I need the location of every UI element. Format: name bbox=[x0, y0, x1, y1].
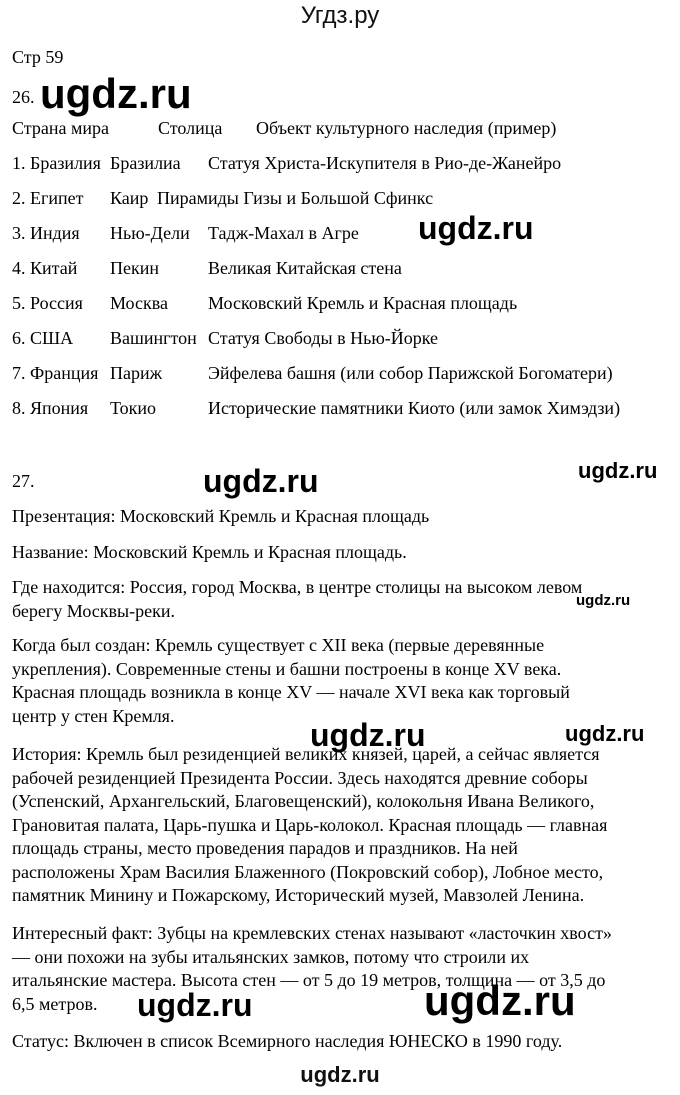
presentation-title: Презентация: Московский Кремль и Красная площадь bbox=[12, 506, 430, 526]
col-header-capital: Столица bbox=[158, 118, 223, 138]
cell-capital: Нью-Дели bbox=[110, 223, 190, 243]
cell-object: Исторические памятники Киото (или замок Химэдзи) bbox=[208, 398, 621, 418]
cell-capital: Москва bbox=[110, 293, 168, 313]
col-header-object: Объект культурного наследия (пример) bbox=[256, 118, 557, 138]
cell-country: 8. Япония bbox=[12, 398, 89, 418]
cell-object: Эйфелева башня (или собор Парижской Богоматери) bbox=[208, 363, 613, 383]
paragraph-line: — они похожи на зубы итальянских замков, потому что строили их bbox=[12, 946, 530, 967]
paragraph-line: 6,5 метров. bbox=[12, 993, 98, 1014]
cell-object: Статуя Свободы в Нью-Йорке bbox=[208, 328, 439, 348]
object-name: Название: Московский Кремль и Красная площадь. bbox=[12, 542, 407, 562]
cell-country: 4. Китай bbox=[12, 258, 78, 278]
paragraph-line: памятник Минину и Пожарскому, Исторический музей, Мавзолей Ленина. bbox=[12, 885, 585, 905]
cell-object: Тадж-Махал в Агре bbox=[208, 223, 359, 243]
paragraph-line: Где находится: Россия, город Москва, в центре столицы на высоком левом bbox=[12, 577, 583, 597]
col-header-country: Страна мира bbox=[12, 118, 109, 138]
cell-country: 7. Франция bbox=[12, 363, 99, 383]
cell-capital: Париж bbox=[110, 363, 163, 383]
cell-country: 2. Египет bbox=[12, 188, 84, 208]
paragraph-line: расположены Храм Василия Блаженного (Покровский собор), Лобное место, bbox=[12, 861, 604, 882]
cell-object: Статуя Христа-Искупителя в Рио-де-Жанейро bbox=[208, 153, 562, 173]
cell-country: 5. Россия bbox=[12, 293, 83, 313]
cell-country: 6. США bbox=[12, 328, 74, 348]
watermark: ugdz.ru bbox=[578, 458, 658, 483]
paragraph-line: площадь страны, место проведения парадов и праздников. На ней bbox=[12, 838, 518, 858]
cell-object: Московский Кремль и Красная площадь bbox=[208, 293, 518, 313]
task27-number: 27. bbox=[12, 471, 35, 491]
watermark: ugdz.ru bbox=[137, 987, 253, 1023]
paragraph-line: Грановитая палата, Царь-пушка и Царь-колокол. Красная площадь — главная bbox=[12, 814, 608, 835]
watermark: ugdz.ru bbox=[203, 463, 319, 499]
cell-capital: Вашингтон bbox=[110, 328, 197, 348]
watermark: ugdz.ru bbox=[424, 977, 576, 1024]
cell-capital: Токио bbox=[110, 398, 157, 418]
paragraph-line: центр у стен Кремля. bbox=[12, 705, 175, 726]
history-paragraph bbox=[12, 743, 662, 908]
cell-capital: Бразилиа bbox=[110, 153, 181, 173]
watermark: ugdz.ru bbox=[40, 70, 192, 117]
paragraph-line: История: Кремль был резиденцией великих князей, царей, а сейчас является bbox=[12, 744, 600, 764]
site-header: Угдз.ру bbox=[300, 2, 380, 29]
cell-object: Пирамиды Гизы и Большой Сфинкс bbox=[157, 188, 434, 208]
cell-capital: Каир bbox=[110, 188, 149, 208]
watermark: ugdz.ru bbox=[576, 592, 631, 609]
watermark: ugdz.ru bbox=[418, 210, 534, 246]
watermark: ugdz.ru bbox=[565, 721, 645, 746]
paragraph-line: берегу Москвы-реки. bbox=[12, 600, 175, 621]
page-ref: Стр 59 bbox=[12, 47, 64, 67]
cell-country: 1. Бразилия bbox=[12, 153, 101, 173]
cell-country: 3. Индия bbox=[12, 223, 80, 243]
paragraph-line: Интересный факт: Зубцы на кремлевских стенах называют «ласточкин хвост» bbox=[12, 923, 612, 943]
watermark: ugdz.ru bbox=[310, 717, 426, 753]
status-line: Статус: Включен в список Всемирного наследия ЮНЕСКО в 1990 году. bbox=[12, 1031, 563, 1051]
cell-capital: Пекин bbox=[110, 258, 159, 278]
task26-number: 26. bbox=[12, 87, 35, 107]
paragraph-line: укрепления). Современные стены и башни построены в конце XV века. bbox=[12, 658, 562, 679]
location-paragraph bbox=[12, 576, 662, 623]
paragraph-line: рабочей резиденцией Президента России. Здесь находятся древние соборы bbox=[12, 767, 588, 788]
created-paragraph bbox=[12, 634, 662, 728]
paragraph-line: Красная площадь возникла в конце XV — начале XVI века как торговый bbox=[12, 682, 570, 702]
paragraph-line: (Успенский, Архангельский, Благовещенский), колокольня Ивана Великого, bbox=[12, 791, 595, 811]
paragraph-line: итальянские мастера. Высота стен — от 5 до 19 метров, толщина — от 3,5 до bbox=[12, 970, 606, 990]
footer-watermark: ugdz.ru bbox=[300, 1062, 380, 1087]
cell-object: Великая Китайская стена bbox=[208, 258, 402, 278]
paragraph-line: Когда был создан: Кремль существует с XII века (первые деревянные bbox=[12, 635, 545, 655]
